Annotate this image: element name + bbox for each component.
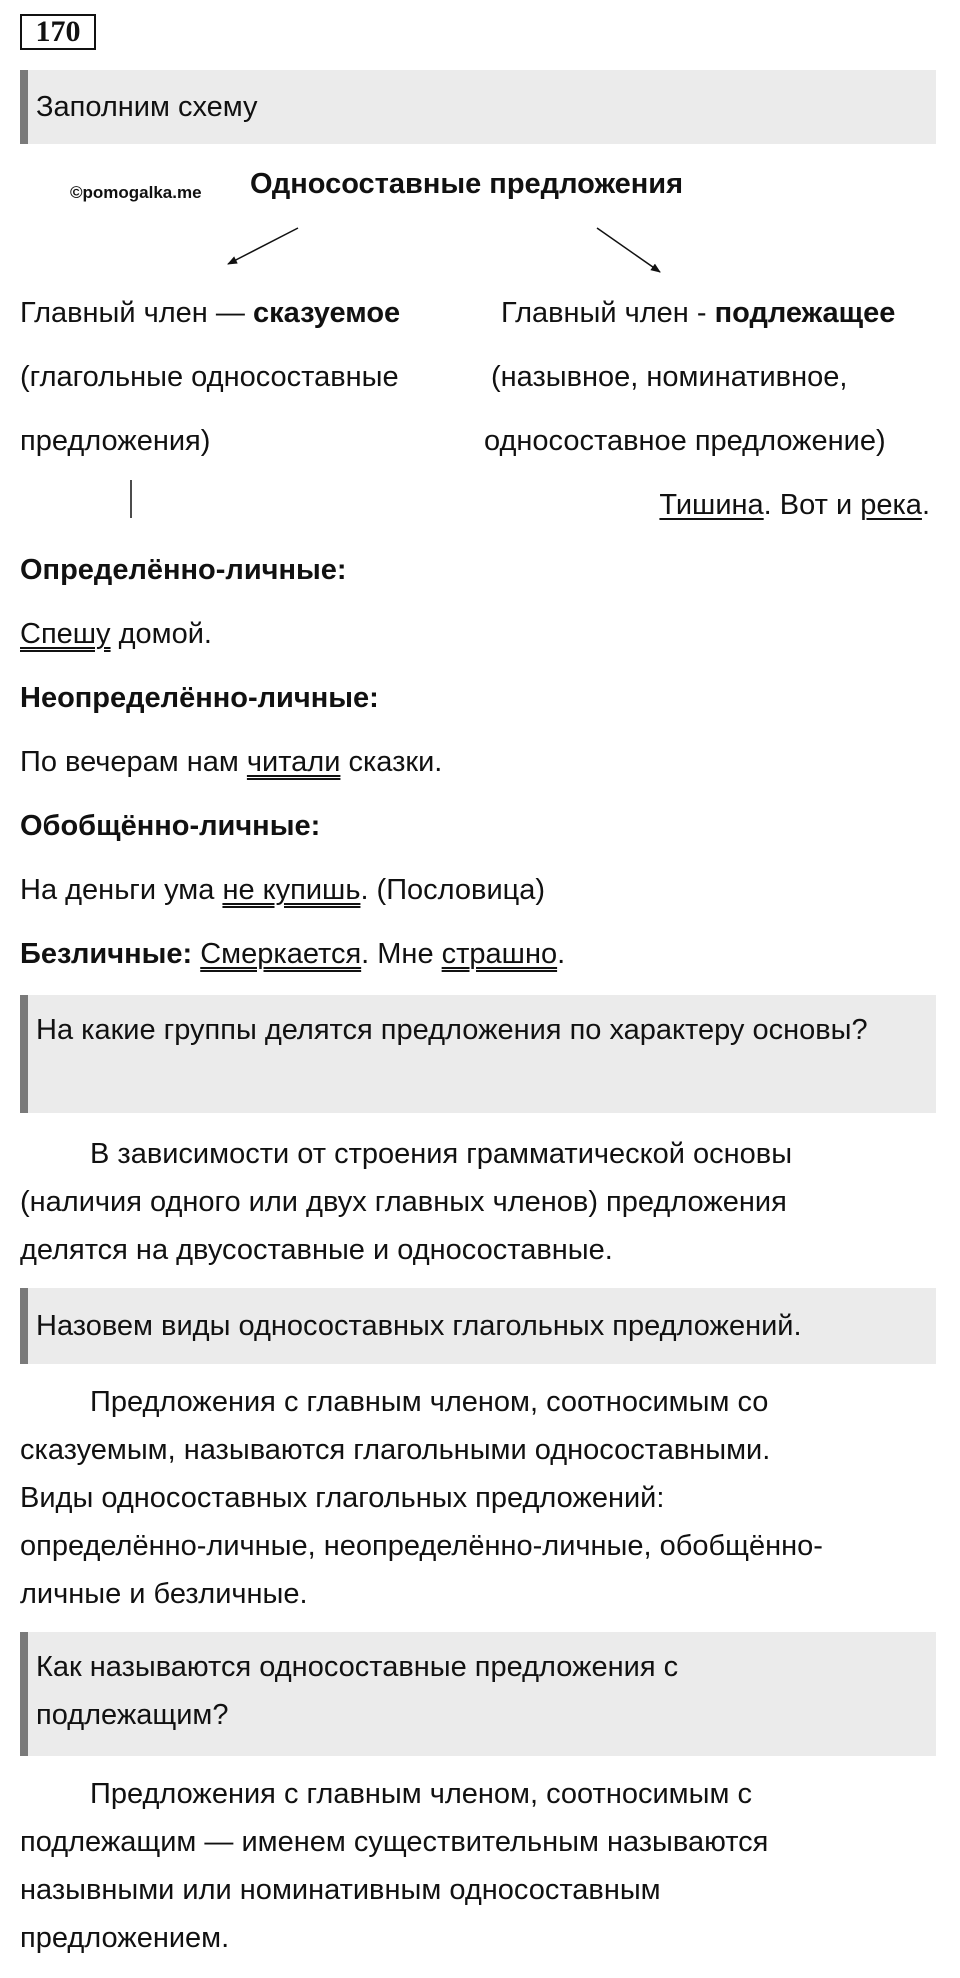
example-post: сказки. — [340, 746, 443, 778]
answer-line: Предложения с главным членом, соотносимым с — [90, 1778, 752, 1810]
answer-line: подлежащим — именем существительным называются — [20, 1826, 769, 1858]
answer-paragraph — [20, 1130, 940, 1274]
question-box — [20, 1632, 936, 1756]
right-branch-example — [659, 491, 930, 520]
left-branch-prefix: Главный член — — [20, 297, 253, 329]
left-branch-line2: (глагольные односоставные — [20, 361, 399, 393]
example-post: . (Пословица) — [360, 874, 546, 906]
example-predicate: Спешу — [20, 618, 111, 650]
answer-line: определённо-личные, неопределённо-личные, обобщённо- — [20, 1530, 823, 1562]
answer-line: делятся на двусоставные и односоставные. — [20, 1234, 613, 1266]
question-text: Назовем виды односоставных глагольных предложений. — [36, 1310, 802, 1342]
question-box — [20, 995, 936, 1113]
left-branch-line3: предложения) — [20, 425, 211, 457]
watermark: ©pomogalka.me — [70, 183, 202, 202]
example-pre: По вечерам нам — [20, 746, 247, 778]
impersonal-predicate-1: Смеркается — [200, 938, 362, 970]
right-branch-prefix: Главный член - — [501, 297, 715, 329]
impersonal-mid: . Мне — [361, 938, 442, 970]
answer-paragraph — [20, 1378, 940, 1618]
arrow-left — [228, 228, 298, 264]
answer-line: Предложения с главным членом, соотносимым со — [90, 1386, 769, 1418]
answer-line: сказуемым, называются глагольными односоставными. — [20, 1434, 771, 1466]
answer-paragraph — [20, 1770, 940, 1962]
answer-line: (наличия одного или двух главных членов) предложения — [20, 1186, 787, 1218]
answer-line: В зависимости от строения грамматической основы — [90, 1138, 793, 1170]
answer-line: Виды односоставных глагольных предложений: — [20, 1482, 665, 1514]
type-heading-definite: Определённо-личные: — [20, 554, 347, 586]
right-branch-line2: (назывное, номинативное, — [491, 361, 848, 393]
example-predicate: читали — [246, 746, 341, 778]
example-end: . — [921, 489, 930, 521]
scheme-title: Односоставные предложения — [250, 168, 684, 200]
example-post: домой. — [110, 618, 212, 650]
arrow-right — [597, 228, 660, 272]
right-branch-bold: подлежащее — [714, 297, 896, 329]
example-subject-1: Тишина — [659, 489, 764, 521]
type-heading-indefinite: Неопределённо-личные: — [20, 682, 379, 714]
impersonal-end: . — [557, 938, 566, 970]
scheme-arrows — [0, 0, 960, 540]
left-branch-bold: сказуемое — [252, 297, 401, 329]
impersonal-predicate-2: страшно — [441, 938, 558, 970]
right-branch-line1 — [501, 299, 895, 328]
example-mid: . Вот и — [763, 489, 861, 521]
right-branch-line3: односоставное предложение) — [484, 425, 886, 457]
section-header-text: Заполним схему — [36, 91, 258, 123]
type-heading-generalized: Обобщённо-личные: — [20, 810, 321, 842]
type-impersonal — [20, 940, 565, 969]
answer-line: личные и безличные. — [20, 1578, 308, 1610]
answer-line: назывными или номинативным односоставным — [20, 1874, 661, 1906]
type-example-generalized — [20, 876, 545, 905]
question-box — [20, 1288, 936, 1364]
answer-line: предложением. — [20, 1922, 230, 1954]
example-predicate: не купишь — [222, 874, 361, 906]
question-text: Как называются односоставные предложения с подлежащим? — [36, 1651, 679, 1731]
type-example-indefinite — [20, 748, 442, 777]
left-branch-line1 — [20, 299, 400, 328]
example-subject-2: река — [860, 489, 922, 521]
question-text: На какие группы делятся предложения по характеру основы? — [36, 1014, 868, 1046]
example-pre: На деньги ума — [20, 874, 223, 906]
type-example-definite — [20, 620, 212, 649]
impersonal-label: Безличные: — [20, 938, 193, 970]
task-number: 170 — [20, 14, 96, 50]
